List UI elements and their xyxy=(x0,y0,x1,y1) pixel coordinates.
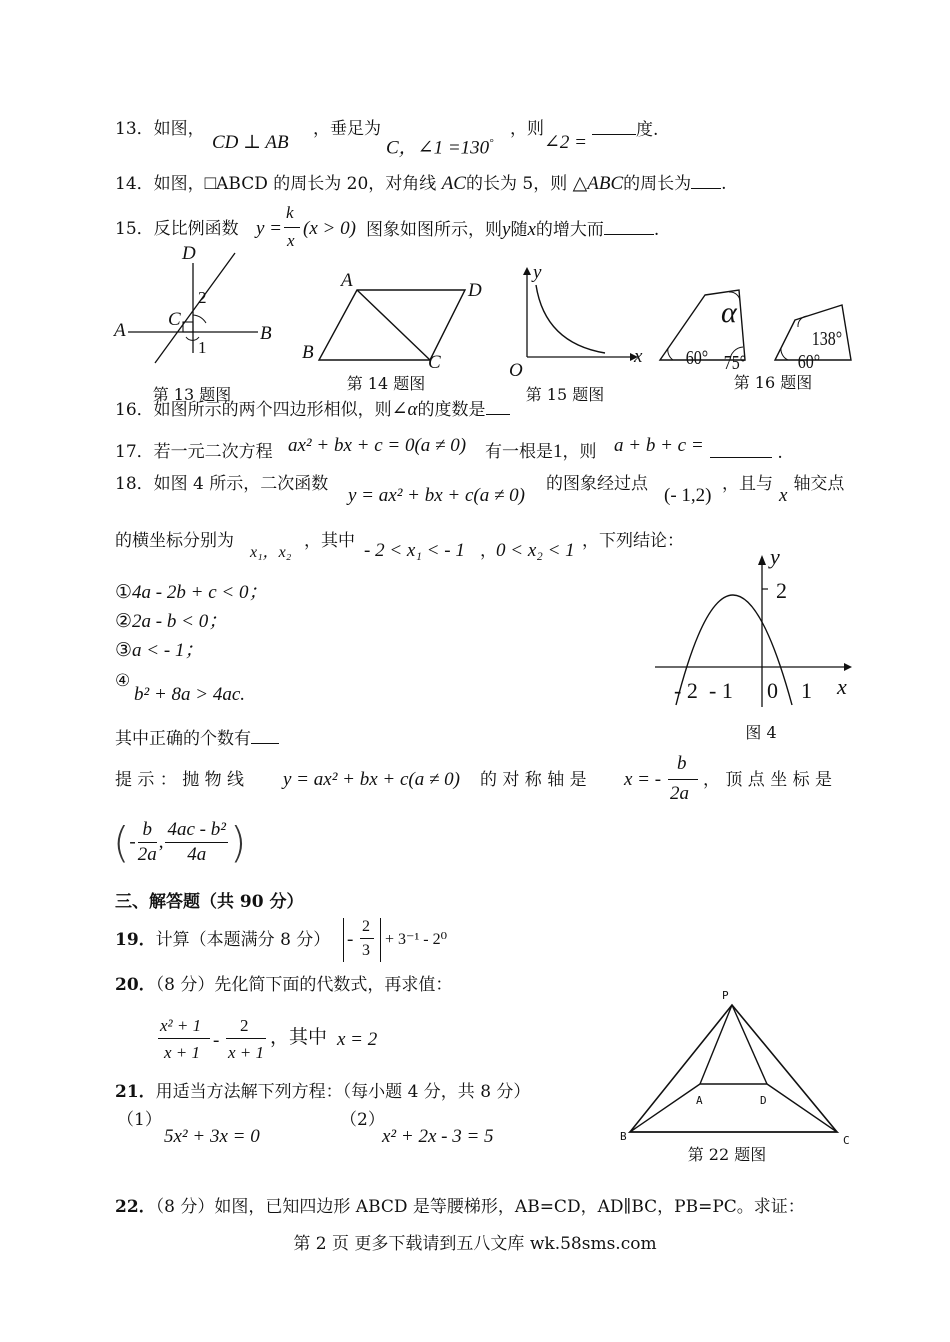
diagonal-ac xyxy=(357,290,430,360)
fig13-label-a: A xyxy=(114,320,126,341)
fig4-caption: 图 4 xyxy=(745,723,777,742)
fig4-label-neg2: - 2 xyxy=(674,678,698,703)
fig22-label-b: B xyxy=(620,1130,627,1143)
q15-cond: (x > 0) xyxy=(303,218,356,239)
transversal-line xyxy=(155,253,235,363)
fig13-label-d: D xyxy=(182,243,196,264)
fig14-label-a: A xyxy=(341,270,353,291)
fig22-caption: 第 22 题图 xyxy=(687,1145,767,1164)
q18-text2: ，且与x轴交点 xyxy=(722,474,845,506)
q18-vertex: (- $\frac{b}{2a}$ , $\frac{\text{4ac - b²}}{4a}$ ) xyxy=(113,817,247,867)
parallelogram-symbol: □ xyxy=(204,173,217,194)
fig13-caption: 第 13 题图 xyxy=(152,385,232,404)
q15-y: y = xyxy=(256,218,283,239)
q13-angle-expr: C，∠1 =130° xyxy=(386,137,494,159)
q18-hint-equation: y = ax² + bx + c(a ≠ 0) xyxy=(283,769,460,790)
question-13: 13．如图， xyxy=(115,119,205,139)
fig14-label-b: B xyxy=(302,342,314,363)
page-footer: 第 2 页 更多下载请到五八文库 wk.58sms.com xyxy=(293,1234,657,1254)
q20-den2: x + 1 xyxy=(228,1043,265,1062)
question-16: 16．如图所示的两个四边形相似，则∠α的度数是 xyxy=(115,398,510,421)
fig15-label-y: y xyxy=(533,262,542,283)
hyperbola-curve xyxy=(536,285,605,353)
q18-hint-axis-expr: x = - xyxy=(624,769,662,790)
q20-den1: x + 1 xyxy=(164,1043,201,1062)
q18-item-2: ②2a - b < 0； xyxy=(115,611,228,632)
q19-minus: - xyxy=(347,929,354,950)
q13-angle2: ∠2 = xyxy=(544,132,587,153)
q18-item-1: ①4a - 2b + c < 0； xyxy=(115,582,268,603)
q18-point: (- 1,2) xyxy=(664,485,712,506)
fig15-caption: 第 15 题图 xyxy=(525,385,605,404)
fig4-label-0: 0 xyxy=(767,678,778,703)
q20-x-value: x = 2 xyxy=(337,1029,378,1050)
line-pd xyxy=(732,1005,767,1084)
q18-hint-axis-text: 的 对 称 轴 是 xyxy=(480,770,587,790)
question-21: 21．用适当方法解下列方程：（每小题 4 分，共 8 分） xyxy=(115,1082,531,1102)
fig16-angle-60-left: 60° xyxy=(685,347,709,369)
fig14-caption: 第 14 题图 xyxy=(346,374,426,393)
question-19: 19．计算（本题满分 8 分） xyxy=(115,930,331,950)
q18-item-4: b² + 8a > 4ac. xyxy=(134,684,246,705)
q18-hint: 提 示 ： 抛 物 线 xyxy=(115,770,245,790)
fig13-label-c: C xyxy=(168,309,181,330)
q20-minus: - xyxy=(213,1030,220,1051)
question-15: 15．反比例函数 xyxy=(115,219,239,239)
fig15-label-o: O xyxy=(509,360,523,381)
fig16-label-alpha: α xyxy=(721,296,737,329)
fig13-label-2: 2 xyxy=(198,288,207,307)
fig13-label-1: 1 xyxy=(198,338,207,357)
fig22-label-a: A xyxy=(696,1094,703,1107)
q18-item-3: ③a < - 1； xyxy=(115,640,204,661)
q18-hint-vertex-text: ， 顶 点 坐 标 是 xyxy=(703,770,833,790)
q15-fraction-bar xyxy=(284,227,300,228)
q17-blank: . xyxy=(710,441,783,464)
q18-count: 其中正确的个数有 xyxy=(115,727,279,750)
figure-14 xyxy=(300,270,480,370)
question-20: 20．（8 分）先化简下面的代数式，再求值： xyxy=(115,975,453,995)
fig15-label-x: x xyxy=(634,346,643,367)
figure-15 xyxy=(505,265,645,375)
q18-text: 的图象经过点 xyxy=(546,474,648,494)
question-17: 17．若一元二次方程 xyxy=(115,442,273,462)
q18-cond2: 0 < x₂ < 1 xyxy=(496,540,575,561)
parallelogram xyxy=(319,290,465,360)
fig4-label-y: y xyxy=(770,544,780,569)
q18-sep: ， xyxy=(480,541,497,561)
q13-text: ，垂足为 xyxy=(313,119,381,139)
q19-den: 3 xyxy=(362,942,370,959)
line-pa xyxy=(700,1005,732,1084)
q15-x: x xyxy=(287,231,295,250)
q18-where: ，其中 xyxy=(304,531,355,551)
fig22-label-c: C xyxy=(843,1134,850,1147)
triangle-pbc xyxy=(630,1005,837,1132)
fig16-angle-60-right: 60° xyxy=(797,351,821,373)
fig4-label-2: 2 xyxy=(776,578,787,603)
q21-equation-2: x² + 2x - 3 = 5 xyxy=(382,1126,494,1147)
q18-cond1: - 2 < x₁ < - 1 xyxy=(364,540,465,561)
fig13-label-b: B xyxy=(260,323,272,344)
fig4-label-x: x xyxy=(837,674,847,699)
fig4-label-neg1: - 1 xyxy=(709,678,733,703)
fig4-label-1: 1 xyxy=(801,678,812,703)
figure-22 xyxy=(620,985,860,1135)
angle-2-arc xyxy=(193,315,206,323)
fig14-label-c: C xyxy=(428,352,441,373)
q18-roots: x₁，x₂ xyxy=(250,544,292,561)
q13-blank: 度. xyxy=(592,118,658,141)
trapezoid-abcd xyxy=(630,1084,837,1132)
question-14: 14．如图，□ABCD 的周长为 20，对角线 AC的长为 5，则 △ABC的周长为 . xyxy=(115,173,727,194)
section-title: 三、解答题（共 90 分） xyxy=(115,892,304,912)
q18-hint-2a: 2a xyxy=(670,783,689,804)
q21-part1-label: （1） xyxy=(117,1110,162,1130)
q13-then: ，则 xyxy=(510,119,544,139)
q20-num2: 2 xyxy=(240,1016,249,1035)
fig14-label-d: D xyxy=(468,280,482,301)
fig22-label-p: P xyxy=(722,989,729,1002)
fig22-label-d: D xyxy=(760,1094,767,1107)
q20-num1: x² + 1 xyxy=(160,1016,202,1035)
fig16-caption: 第 16 题图 xyxy=(733,373,813,392)
q18-item-4-num: ④ xyxy=(115,671,131,691)
q15-k: k xyxy=(286,203,294,222)
q18-equation: y = ax² + bx + c(a ≠ 0) xyxy=(348,485,525,506)
q20-where: ，其中 xyxy=(270,1026,328,1048)
q21-part2-label: （2） xyxy=(340,1110,385,1130)
q13-perpendicular-expr: CD ⊥ AB xyxy=(212,132,289,153)
q15-text: 图象如图所示，则y随x的增大而 . xyxy=(366,219,660,240)
q18-hint-frac-bar xyxy=(668,779,698,780)
q19-num: 2 xyxy=(362,918,370,935)
q18-conclusions-intro: ，下列结论： xyxy=(582,531,684,551)
fig16-angle-75: 75° xyxy=(723,352,747,374)
q18-hint-b: b xyxy=(677,753,687,774)
question-22: 22．（8 分）如图，已知四边形 ABCD 是等腰梯形，AB=CD，AD∥BC，PB=PC。求证： xyxy=(115,1197,805,1217)
question-18: 18．如图 4 所示，二次函数 xyxy=(115,474,329,494)
q17-expr: a + b + c = xyxy=(614,435,704,456)
q17-text: 有一根是1，则 xyxy=(485,441,597,462)
q19-rest: + 3⁻¹ - 2⁰ xyxy=(385,931,448,948)
q17-equation: ax² + bx + c = 0(a ≠ 0) xyxy=(288,435,467,456)
fig16-angle-138: 138° xyxy=(811,328,843,350)
q18-line2: 的横坐标分别为 xyxy=(115,531,234,551)
q21-equation-1: 5x² + 3x = 0 xyxy=(164,1126,260,1147)
